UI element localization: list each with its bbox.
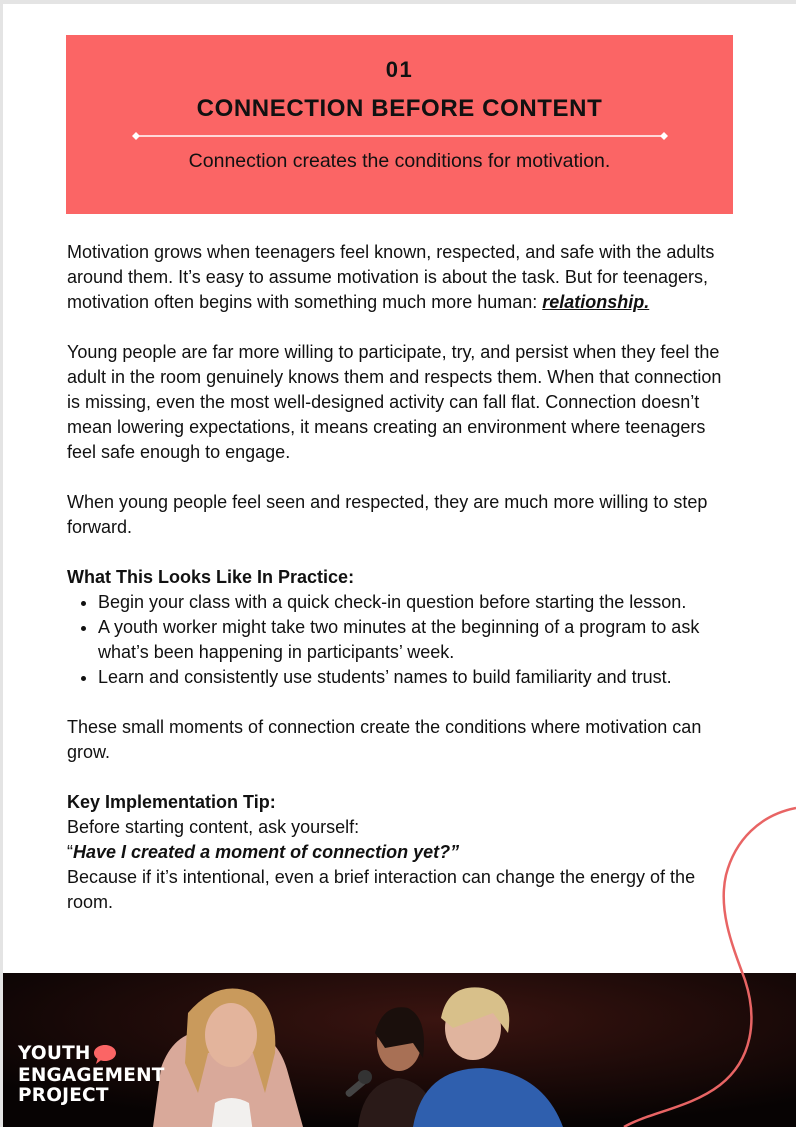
speech-bubble-icon <box>93 1044 117 1066</box>
tip-intro: Before starting content, ask yourself: <box>67 817 360 837</box>
logo-word-youth: YOUTH <box>18 1043 91 1064</box>
tip-heading: Key Implementation Tip: <box>67 792 276 812</box>
tip-conclusion: Because if it’s intentional, even a brief interaction can change the energy of the room. <box>67 867 696 912</box>
page-frame-top <box>0 0 796 4</box>
tip-question <box>67 840 733 865</box>
logo-line-youth <box>18 1044 165 1066</box>
article-body <box>67 240 733 915</box>
section-subtitle: Connection creates the conditions for motivation. <box>188 150 611 172</box>
youth-engagement-project-logo <box>18 1044 165 1105</box>
logo-line-project: PROJECT <box>18 1084 109 1106</box>
tip-quote: Have I created a moment of connection yet?” <box>73 842 460 862</box>
implementation-tip <box>67 790 733 915</box>
list-item: • A youth worker might take two minutes at the beginning of a program to ask what’s been happening in participants’ week. <box>98 615 733 665</box>
page-frame-left <box>0 0 3 1127</box>
list-item: • Begin your class with a quick check-in question before starting the lesson. <box>98 590 733 615</box>
section-title: CONNECTION BEFORE CONTENT <box>196 95 603 122</box>
paragraph-intro <box>67 240 733 315</box>
practice-heading: What This Looks Like In Practice: <box>67 567 355 587</box>
header-divider <box>130 129 670 143</box>
practice-list <box>67 590 733 690</box>
logo-line-engagement: ENGAGEMENT <box>18 1065 165 1086</box>
emphasis-relationship: relationship. <box>542 292 650 312</box>
paragraph-participation: Young people are far more willing to participate, try, and persist when they feel the adult in the room genuinely knows them and respects them. When that connection is missing, even the most well-designed activity can fall flat. Connection doesn’t mean lowering expectations, it means creating an environment where teenagers feel safe enough to engage. <box>67 342 722 462</box>
section-header <box>66 35 733 214</box>
intro-text: Motivation grows when teenagers feel known, respected, and safe with the adults around them. It’s easy to assume motivation is about the task. But for teenagers, motivation often begins with something much more human: <box>67 242 715 312</box>
list-item: • Learn and consistently use students’ names to build familiarity and trust. <box>98 665 733 690</box>
section-number: 01 <box>385 57 414 82</box>
paragraph-seen-respected: When young people feel seen and respected, they are much more willing to step forward. <box>67 492 708 537</box>
paragraph-small-moments: These small moments of connection create the conditions where motivation can grow. <box>67 717 702 762</box>
tip-quote-mark: “ <box>67 842 73 862</box>
